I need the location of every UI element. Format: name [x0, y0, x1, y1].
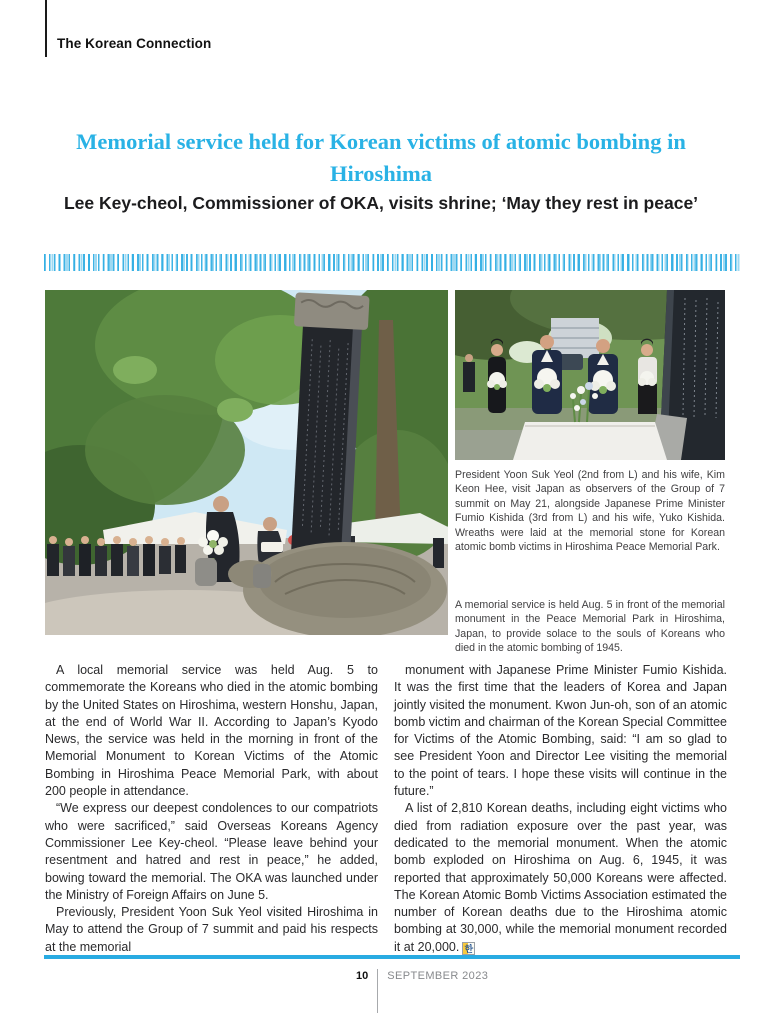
caption-right-photo: President Yoon Suk Yeol (2nd from L) and his wife, Kim Keon Hee, visit Japan as observers of the Group of 7 summit on May 21, alongside Japanese Prime Minister Fumio Kishida (3rd from L) and his wife, Yuko Kishida. Wreaths were laid at the memorial stone for Korean atomic bomb victims in Hiroshima Peace Memorial Park. [455, 469, 725, 554]
altar-table [513, 422, 667, 460]
issue-date: SEPTEMBER 2023 [387, 970, 489, 982]
folio [356, 969, 488, 1013]
body-paragraph: Previously, President Yoon Suk Yeol visited Hiroshima in May to attend the Group of 7 summit and paid his respects at the memorial [45, 905, 378, 954]
folio-divider [377, 969, 378, 1013]
memorial-service-illustration [45, 290, 448, 635]
body-paragraph: “We express our deepest condolences to our compatriots who were sacrificed,” said Overseas Koreans Agency Commissioner Lee Key-cheol. “Please leave behind your resentment and hatred and rest in peace,” he added, bowing toward the memorial. The OKA was launched under the Ministry of Foreign Affairs on June 5. [45, 801, 378, 902]
body-column-right [394, 662, 727, 956]
left-photo-memorial-service [45, 290, 448, 635]
section-rule [45, 0, 47, 57]
body-paragraph: A local memorial service was held Aug. 5 to commemorate the Koreans who died in the atomic bombing by the United States on Hiroshima, western Honshu, Japan, at the end of World War II. According to Japan’s Kyodo News, the service was held in the morning in front of the Memorial Monument to Korean Victims of the Atomic Bombing in Hiroshima Peace Memorial Park, with about 200 people in attendance. [45, 663, 378, 799]
body-column-left [45, 662, 378, 956]
stone-urn [195, 558, 217, 586]
article-subtitle: Lee Key-cheol, Commissioner of OKA, visits shrine; ‘May they rest in peace’ [63, 193, 699, 213]
article-end-mark-icon: 한 [462, 942, 475, 955]
right-photo-leaders-wreath-laying [455, 290, 725, 460]
body-paragraph [394, 800, 727, 956]
decorative-stripe-bar [44, 254, 740, 271]
wreath-laying-illustration [455, 290, 725, 460]
caption-left-photo: A memorial service is held Aug. 5 in front of the memorial monument in the Peace Memorial Park in Hiroshima, Japan, to provide solace to the souls of Koreans who died in the atomic bombing of 1945. [455, 599, 725, 655]
offering-box [261, 542, 283, 552]
section-label: The Korean Connection [57, 36, 212, 51]
body-paragraph: monument with Japanese Prime Minister Fumio Kishida. It was the first time that the leaders of Korea and Japan jointly visited the monument. Kwon Jun-oh, son of an atomic bomb victim and chairman of the Korean Special Committee for Victims of the Atomic Bombing, said: “I am so glad to see President Yoon and Director Lee visiting the memorial to the point of tears. I hope these visits will continue in the future.” [394, 663, 727, 799]
footer-rule [44, 955, 740, 959]
body-paragraph-text: A list of 2,810 Korean deaths, including eight victims who died from radiation exposure over the past year, was dedicated to the memorial monument. When the atomic bomb exploded on Hiroshima on Aug. 6, 1945, it was reported that approximately 50,000 Koreans were affected. The Korean Atomic Bomb Victims Association estimated the number of Korean deaths due to the Hiroshima atomic bombing at 30,000, while the memorial monument recorded it at 20,000. [394, 801, 727, 954]
stone-urn [253, 564, 271, 588]
page-number: 10 [356, 970, 369, 982]
article-title: Memorial service held for Korean victims of atomic bombing in Hiroshima [76, 129, 686, 186]
